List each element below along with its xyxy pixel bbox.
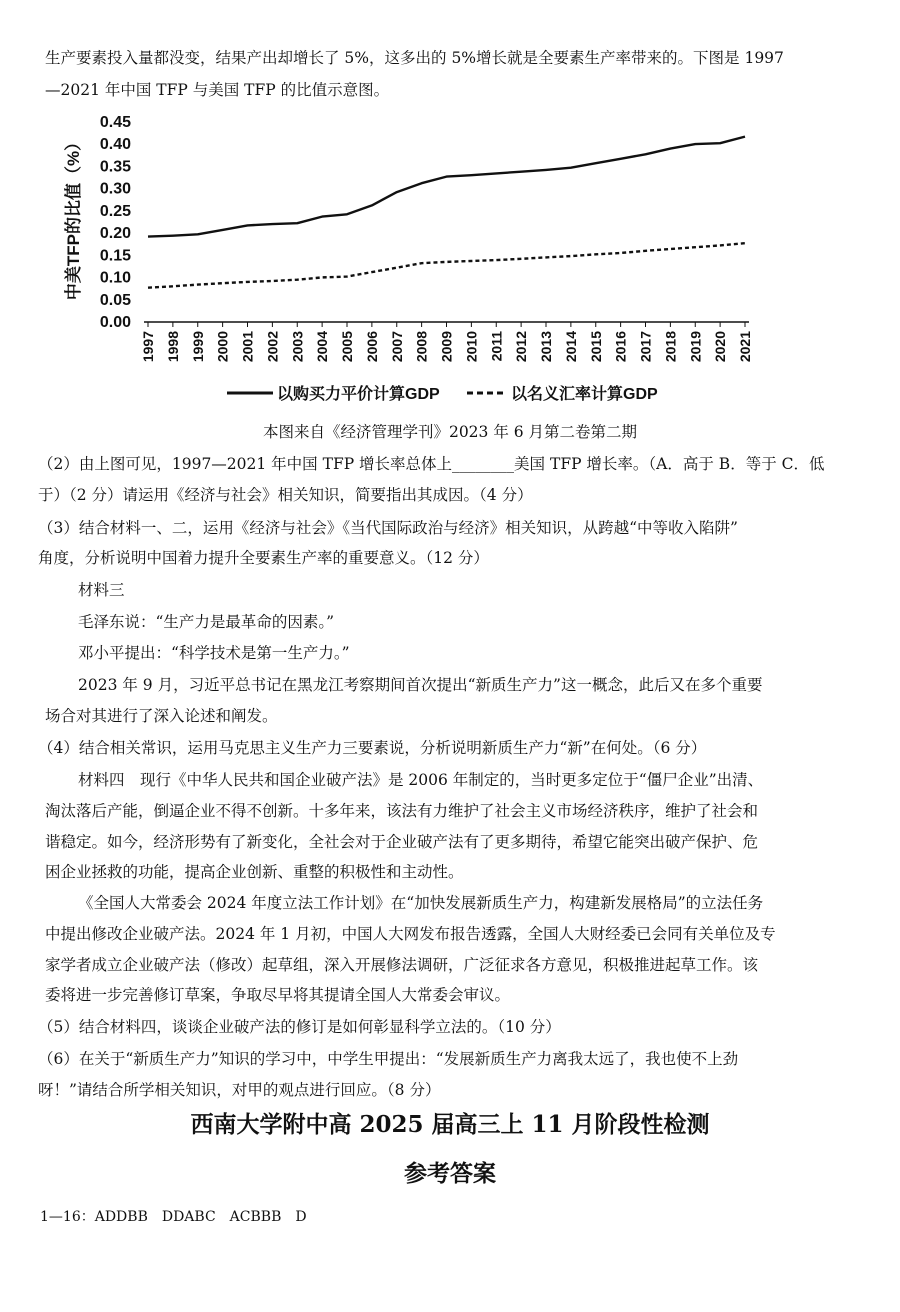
answer-title: 西南大学附中高 2025 届高三上 11 月阶段性检测 — [190, 1111, 710, 1138]
x-tick-label: 2012 — [513, 331, 530, 363]
y-tick-label: 0.40 — [99, 136, 131, 154]
y-tick-label: 0.00 — [99, 314, 131, 331]
answer-key: 1—16：ADDBB DDABC ACBBB D — [40, 1209, 307, 1225]
x-tick-label: 1998 — [164, 331, 181, 363]
material4-line-7: 家学者成立企业破产法（修改）起草组，深入开展修法调研，广泛征求各方意见，积极推进起草工作。该 — [45, 956, 759, 974]
x-tick-label: 2020 — [712, 331, 729, 363]
material3-deng-quote: 邓小平提出：“科学技术是第一生产力。” — [78, 644, 350, 662]
x-tick-label: 2000 — [214, 331, 231, 363]
x-tick-label: 2009 — [438, 331, 455, 363]
x-tick-label: 2016 — [612, 331, 629, 363]
x-tick-label: 2011 — [488, 331, 505, 362]
material3-para-line-1: 2023 年 9 月，习近平总书记在黑龙江考察期间首次提出“新质生产力”这一概念，此后又在多个重要 — [78, 676, 763, 694]
x-tick-label: 2004 — [314, 331, 331, 363]
q3-line-2: 角度，分析说明中国着力提升全要素生产率的重要意义。（12 分） — [38, 549, 489, 567]
x-tick-label: 2021 — [737, 331, 753, 363]
x-tick-label: 1999 — [189, 331, 206, 363]
q4: （4）结合相关常识，运用马克思主义生产力三要素说，分析说明新质生产力“新”在何处。（6 分） — [38, 739, 707, 757]
y-tick-label: 0.35 — [99, 158, 131, 176]
material4-line-1: 材料四 现行《中华人民共和国企业破产法》是 2006 年制定的，当时更多定位于“僵尸企业”出清、 — [78, 771, 764, 789]
material4-line-6: 中提出修改企业破产法。2024 年 1 月初，中国人大网发布报告透露，全国人大财经委已会同有关单位及专 — [45, 925, 776, 943]
legend-dashed-label: 以名义汇率计算GDP — [511, 386, 658, 403]
x-tick-label: 2018 — [662, 331, 679, 363]
y-tick-label: 0.10 — [99, 269, 131, 287]
x-tick-label: 2003 — [289, 331, 306, 363]
tfp-ratio-chart — [55, 105, 775, 415]
y-tick-label: 0.30 — [99, 180, 131, 198]
q5: （5）结合材料四，谈谈企业破产法的修订是如何彰显科学立法的。（10 分） — [38, 1018, 561, 1036]
x-tick-label: 2019 — [687, 331, 704, 363]
material3-mao-quote: 毛泽东说：“生产力是最革命的因素。” — [78, 613, 335, 631]
x-tick-label: 2007 — [388, 331, 405, 363]
material4-line-5: 《全国人大常委会 2024 年度立法工作计划》在“加快发展新质生产力，构建新发展格局”的立法任务 — [78, 894, 764, 912]
chart-svg — [55, 105, 775, 415]
y-tick-label: 0.45 — [99, 114, 131, 131]
q6-line-2: 呀！”请结合所学相关知识，对甲的观点进行回应。（8 分） — [38, 1081, 441, 1099]
y-tick-label: 0.05 — [99, 291, 131, 309]
material3-heading: 材料三 — [78, 581, 125, 599]
x-tick-label: 2006 — [363, 331, 380, 363]
x-tick-label: 2001 — [239, 331, 256, 363]
x-tick-label: 2015 — [587, 331, 604, 363]
x-tick-label: 2017 — [637, 331, 654, 363]
x-tick-label: 2010 — [463, 331, 480, 363]
answer-subtitle: 参考答案 — [404, 1160, 496, 1187]
material4-line-2: 淘汰落后产能，倒逼企业不得不创新。十多年来，该法有力维护了社会主义市场经济秩序，维护了社会和 — [45, 802, 759, 820]
y-tick-label: 0.25 — [99, 202, 131, 220]
y-tick-label: 0.15 — [99, 247, 131, 265]
y-axis-label: 中美TFP的比值（%） — [64, 133, 83, 301]
x-tick-label: 2013 — [538, 331, 554, 363]
series-line-ppp — [148, 137, 745, 237]
intro-line-1: 生产要素投入量都没变，结果产出却增长了 5%，这多出的 5%增长就是全要素生产率带来的。下图是 1997 — [45, 49, 784, 67]
x-tick-label: 2002 — [264, 331, 281, 363]
q2-line-1: （2）由上图可见，1997—2021 年中国 TFP 增长率总体上________美国 TFP 增长率。（A．高于 B．等于 C．低 — [38, 455, 825, 473]
chart-caption: 本图来自《经济管理学刊》2023 年 6 月第二卷第二期 — [262, 423, 638, 441]
x-tick-label: 2014 — [562, 331, 579, 363]
q2-line-2: 于）（2 分）请运用《经济与社会》相关知识，简要指出其成因。（4 分） — [38, 486, 533, 504]
x-tick-label: 2005 — [339, 331, 355, 363]
x-tick-label: 2008 — [413, 331, 430, 363]
q6-line-1: （6）在关于“新质生产力”知识的学习中，中学生甲提出：“发展新质生产力离我太远了，我也使不上劲 — [38, 1050, 739, 1068]
material4-line-3: 谐稳定。如今，经济形势有了新变化，全社会对于企业破产法有了更多期待，希望它能突出破产保护、危 — [45, 833, 759, 851]
y-tick-label: 0.20 — [99, 225, 131, 243]
intro-line-2: —2021 年中国 TFP 与美国 TFP 的比值示意图。 — [45, 81, 390, 99]
legend-solid-label: 以购买力平价计算GDP — [277, 386, 440, 403]
x-tick-label: 1997 — [140, 331, 156, 363]
material3-para-line-2: 场合对其进行了深入论述和阐发。 — [45, 707, 278, 725]
material4-line-4: 困企业拯救的功能，提高企业创新、重整的积极性和主动性。 — [45, 863, 464, 881]
material4-line-8: 委将进一步完善修订草案，争取尽早将其提请全国人大常委会审议。 — [45, 986, 511, 1004]
series-line-nominal-exchange — [148, 243, 745, 288]
q3-line-1: （3）结合材料一、二，运用《经济与社会》《当代国际政治与经济》相关知识，从跨越“中等收入陷阱” — [38, 519, 738, 537]
